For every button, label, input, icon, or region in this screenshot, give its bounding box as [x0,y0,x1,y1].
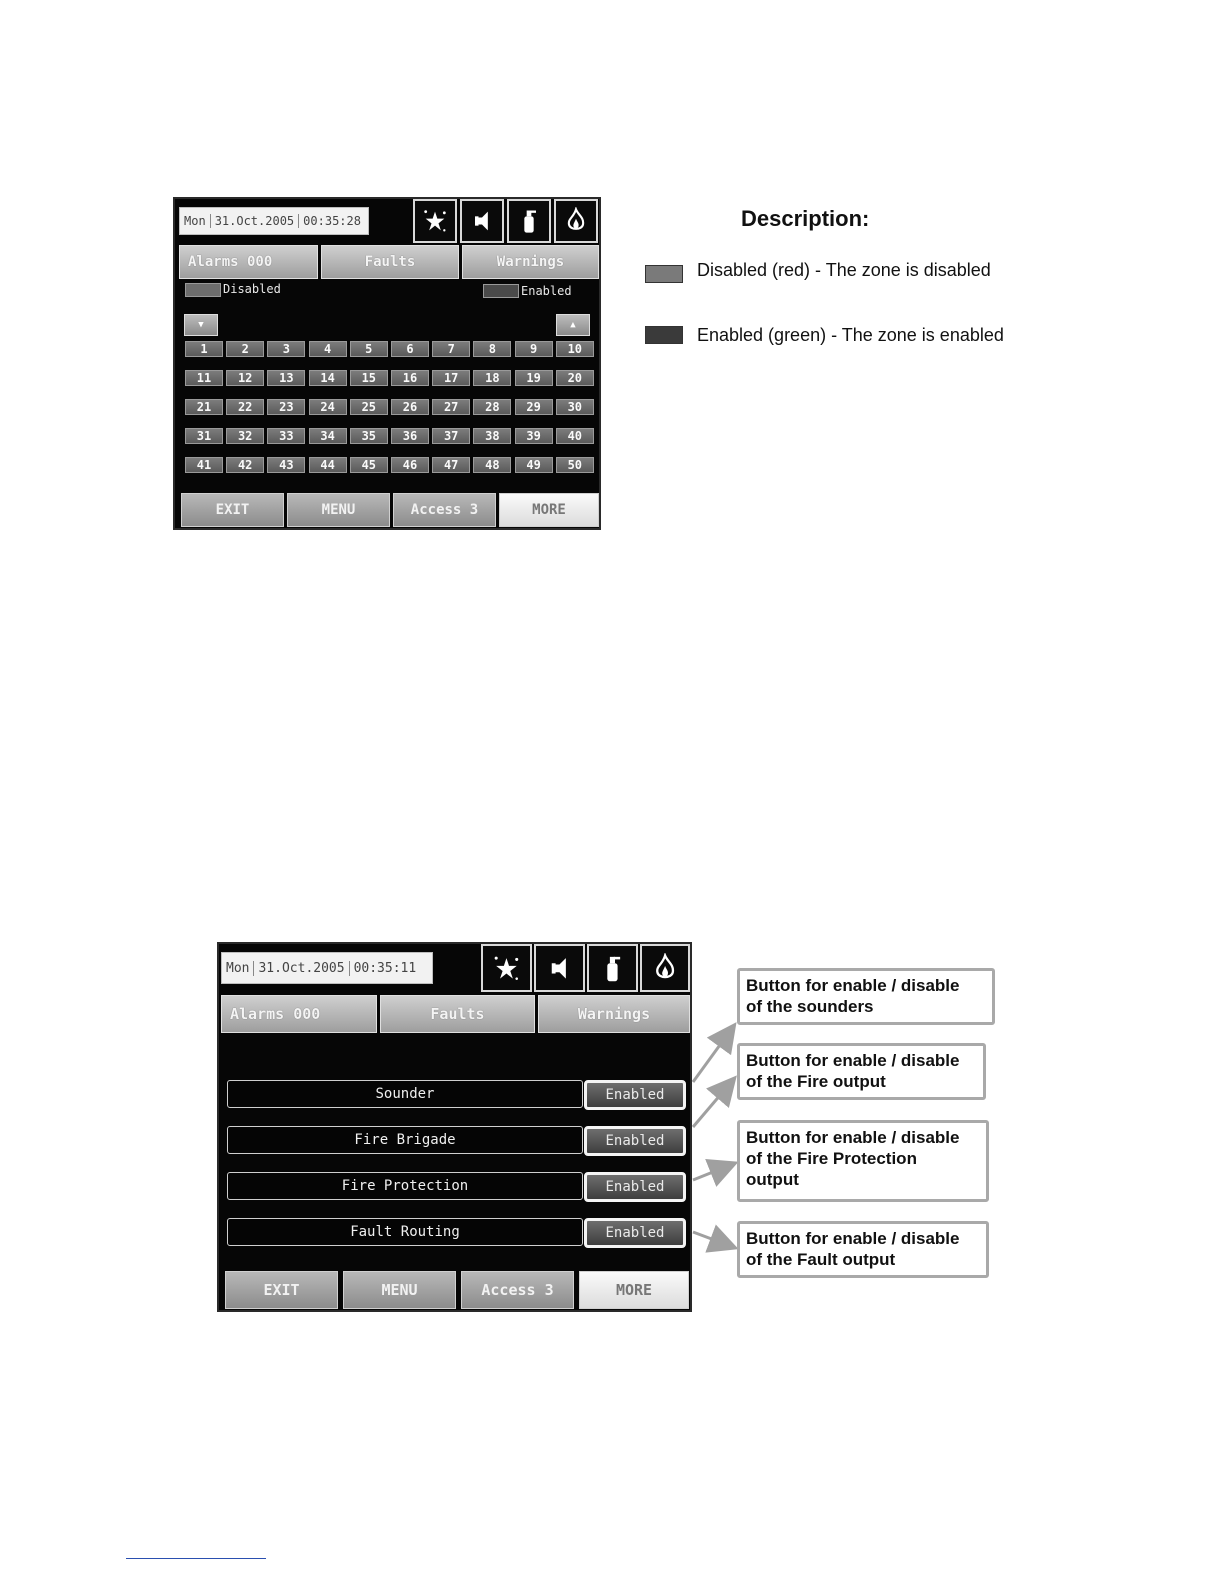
zone-button-48[interactable]: 48 [473,457,511,473]
extinguisher-icon [596,953,629,984]
zone-button-40[interactable]: 40 [556,428,594,444]
callout-line: of the sounders [746,997,874,1016]
tab-faults[interactable]: Faults [321,245,459,279]
zone-button-20[interactable]: 20 [556,370,594,386]
zone-button-34[interactable]: 34 [309,428,347,444]
zone-button-1[interactable]: 1 [185,341,223,357]
sounder-button[interactable] [460,199,504,243]
enabled-color-chip [645,326,683,344]
fire-protection-toggle-button[interactable]: Enabled [584,1172,686,1202]
zone-button-14[interactable]: 14 [309,370,347,386]
scroll-up-button[interactable] [556,314,590,336]
extinguisher-icon [515,207,543,235]
arrow-fault-output [693,1232,733,1247]
zone-button-11[interactable]: 11 [185,370,223,386]
access-button[interactable]: Access 3 [461,1271,574,1309]
tab-warnings[interactable]: Warnings [462,245,599,279]
arrow-sounders [693,1027,733,1082]
zone-button-27[interactable]: 27 [432,399,470,415]
output-label-sounder: Sounder [227,1080,583,1108]
callout-line: of the Fire output [746,1072,886,1091]
arrow-fire-output [693,1080,733,1127]
tab-warnings[interactable]: Warnings [538,995,690,1033]
callout-line: of the Fault output [746,1250,896,1269]
date-time-display [179,207,369,235]
sounder-toggle-button[interactable]: Enabled [584,1080,686,1110]
more-button[interactable]: MORE [579,1271,689,1309]
menu-button[interactable]: MENU [287,493,390,527]
description-title: Description: [741,206,870,231]
zone-button-39[interactable]: 39 [515,428,553,444]
callout-fault-output [737,1221,989,1278]
zone-button-4[interactable]: 4 [309,341,347,357]
zone-button-21[interactable]: 21 [185,399,223,415]
fire-icon [562,207,590,235]
day-label: Mon [222,961,254,976]
extinguisher-button[interactable] [507,199,551,243]
arrow-fire-protection [693,1164,733,1180]
access-button[interactable]: Access 3 [393,493,496,527]
chevron-down-icon: ▼ [198,320,204,330]
callout-line: Button for enable / disable [746,1229,960,1248]
menu-button[interactable]: MENU [343,1271,456,1309]
exit-button[interactable]: EXIT [181,493,284,527]
zone-button-43[interactable]: 43 [267,457,305,473]
callout-line: of the Fire Protection [746,1149,917,1168]
speaker-icon [543,953,576,984]
speaker-icon [468,207,496,235]
zone-button-31[interactable]: 31 [185,428,223,444]
sparkle-button[interactable] [413,199,457,243]
zone-button-15[interactable]: 15 [350,370,388,386]
legend-enabled-label: Enabled [521,284,572,298]
callout-fire-output [737,1043,986,1100]
fire-button[interactable] [640,944,690,992]
time-label: 00:35:28 [303,214,361,228]
zone-button-6[interactable]: 6 [391,341,429,357]
day-label: Mon [180,214,211,228]
zone-button-18[interactable]: 18 [473,370,511,386]
date-time-display [221,952,433,984]
zone-button-24[interactable]: 24 [309,399,347,415]
fault-routing-toggle-button[interactable]: Enabled [584,1218,686,1248]
output-label-fault-routing: Fault Routing [227,1218,583,1246]
disabled-color-chip [645,265,683,283]
exit-button[interactable]: EXIT [225,1271,338,1309]
scroll-down-button[interactable] [184,314,218,336]
zone-button-42[interactable]: 42 [226,457,264,473]
zone-button-41[interactable]: 41 [185,457,223,473]
zone-button-13[interactable]: 13 [267,370,305,386]
time-label: 00:35:11 [353,960,417,976]
zone-button-32[interactable]: 32 [226,428,264,444]
fire-button[interactable] [554,199,598,243]
enabled-description: Enabled (green) - The zone is enabled [697,325,1004,345]
zone-button-12[interactable]: 12 [226,370,264,386]
callout-line: output [746,1170,799,1189]
zone-button-35[interactable]: 35 [350,428,388,444]
zone-button-45[interactable]: 45 [350,457,388,473]
zone-button-36[interactable]: 36 [391,428,429,444]
sparkle-button[interactable] [481,944,532,992]
zone-button-25[interactable]: 25 [350,399,388,415]
zone-button-16[interactable]: 16 [391,370,429,386]
date-label: 31.Oct.2005 [254,961,349,976]
zone-button-2[interactable]: 2 [226,341,264,357]
zone-button-33[interactable]: 33 [267,428,305,444]
sparkle-icon [421,207,449,235]
tab-alarms[interactable]: Alarms 000 [179,245,318,279]
zone-button-9[interactable]: 9 [515,341,553,357]
chevron-up-icon: ▲ [570,320,576,330]
zone-button-46[interactable]: 46 [391,457,429,473]
callout-line: Button for enable / disable [746,1051,960,1070]
callout-line: Button for enable / disable [746,976,960,995]
date-label: 31.Oct.2005 [211,214,299,228]
disabled-description: Disabled (red) - The zone is disabled [697,260,991,280]
zone-button-49[interactable]: 49 [515,457,553,473]
tab-alarms[interactable]: Alarms 000 [221,995,377,1033]
sparkle-icon [490,953,523,984]
zone-button-29[interactable]: 29 [515,399,553,415]
callout-sounders [737,968,995,1025]
fire-brigade-toggle-button[interactable]: Enabled [584,1126,686,1156]
callout-line: Button for enable / disable [746,1128,960,1147]
callout-fire-protection [737,1120,989,1202]
legend-enabled-chip [483,284,519,298]
zone-button-10[interactable]: 10 [556,341,594,357]
zone-button-26[interactable]: 26 [391,399,429,415]
zone-button-5[interactable]: 5 [350,341,388,357]
extinguisher-button[interactable] [587,944,638,992]
fire-icon [649,953,681,984]
legend-disabled-label: Disabled [223,282,281,296]
zone-button-22[interactable]: 22 [226,399,264,415]
zone-button-17[interactable]: 17 [432,370,470,386]
zone-button-47[interactable]: 47 [432,457,470,473]
zone-button-38[interactable]: 38 [473,428,511,444]
zone-button-7[interactable]: 7 [432,341,470,357]
zone-button-37[interactable]: 37 [432,428,470,444]
outputs-panel-screen [217,942,692,1312]
sounder-button[interactable] [534,944,585,992]
zone-button-50[interactable]: 50 [556,457,594,473]
zone-button-3[interactable]: 3 [267,341,305,357]
zone-button-8[interactable]: 8 [473,341,511,357]
output-label-fire-protection: Fire Protection [227,1172,583,1200]
zone-button-44[interactable]: 44 [309,457,347,473]
zone-button-30[interactable]: 30 [556,399,594,415]
output-label-fire-brigade: Fire Brigade [227,1126,583,1154]
zone-button-28[interactable]: 28 [473,399,511,415]
footnote-rule [126,1558,266,1559]
zone-panel-screen [173,197,601,530]
legend-disabled-chip [185,283,221,297]
zone-button-23[interactable]: 23 [267,399,305,415]
tab-faults[interactable]: Faults [380,995,535,1033]
more-button[interactable]: MORE [499,493,599,527]
zone-button-19[interactable]: 19 [515,370,553,386]
